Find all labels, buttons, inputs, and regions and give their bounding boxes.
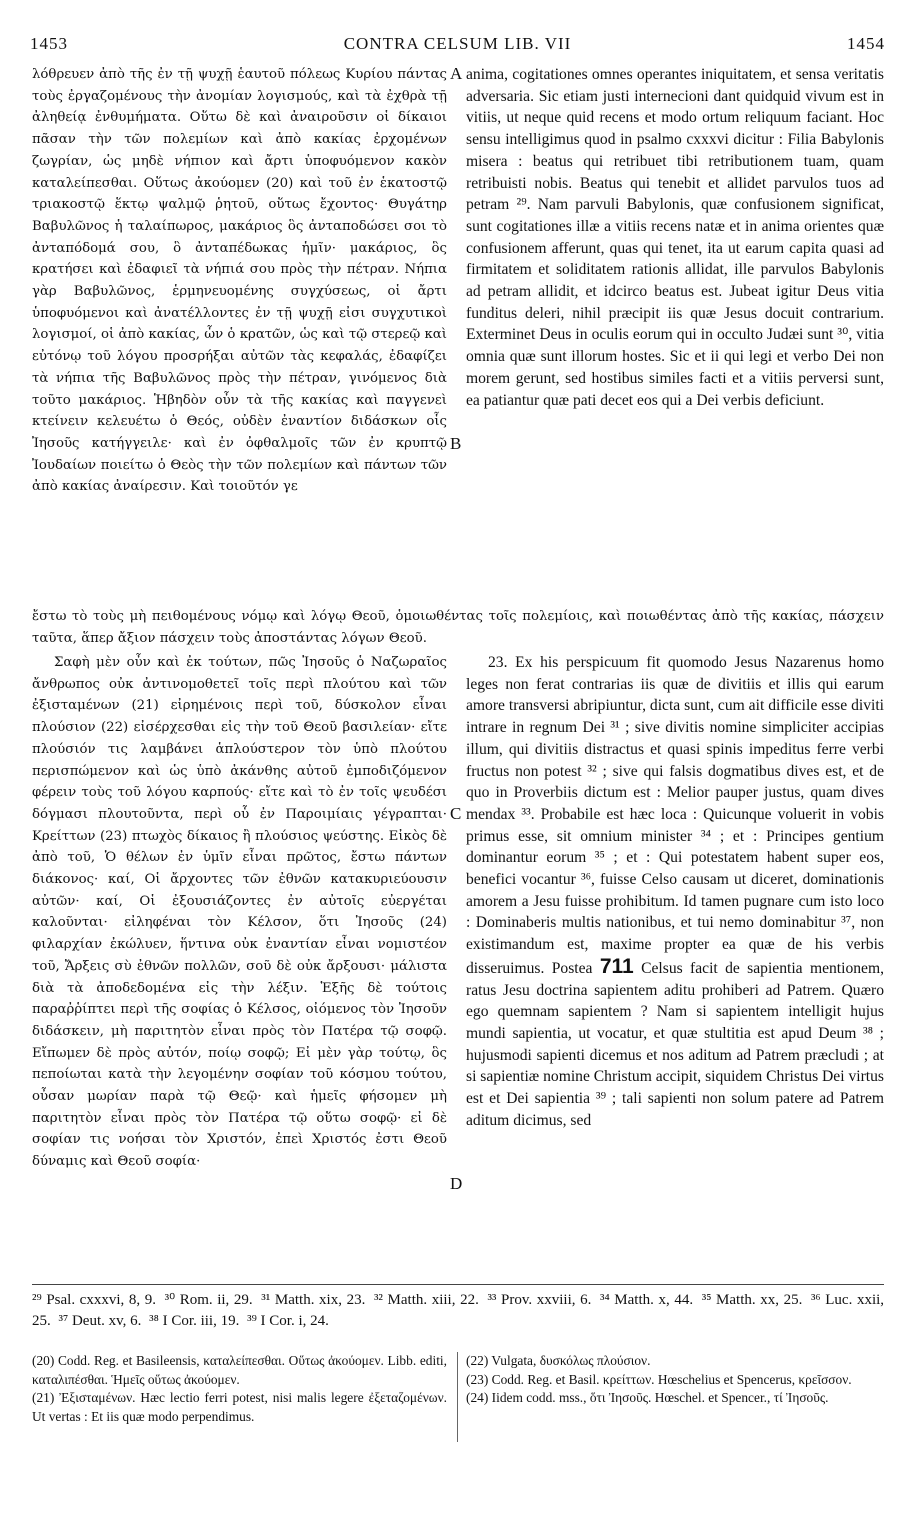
notes-column-divider: [457, 1352, 458, 1442]
latin-text: Celsus facit de sapientia mentionem, ratus Jesu doctrina sapientem aditu prohiberi ad Patrem. Quæro ego quemnam sapientem ? Nam si sapientem intelligit hujus mundi sapientia, ut vocatur, et quæ stultitia est apud Deum ³⁸ ; hujusmodi sapienti dicemus et nos aditum ad Patrem præcludi ; at si sapientiæ nomine Christum accipit, siquidem Christus Dei virtus est et Dei sapientia ³⁹ ; tali sapienti non solum patere ad Patrem aditum dicimus, sed: [466, 959, 884, 1129]
critical-notes-left: [32, 1352, 447, 1426]
scripture-ref: ³⁹ I Cor. i, 24.: [247, 1313, 329, 1329]
latin-column-lower: [466, 652, 884, 1131]
scripture-ref: ³⁸ I Cor. iii, 19.: [149, 1313, 240, 1329]
greek-column-lower: [32, 652, 447, 1173]
latin-paragraph: [466, 652, 884, 1131]
critical-note: (20) Codd. Reg. et Basileensis, καταλείπεσθαι. Οὕτως ἀκούομεν. Libb. editi, καταλιπέσθαι. Ἡμεῖς οὕτως ἀκούομεν.: [32, 1353, 447, 1387]
margin-letter-d: D: [450, 1174, 463, 1193]
critical-note: (24) Iidem codd. mss., ὅτι Ἰησοῦς. Hœschel. et Spencer., τί Ἰησοῦς.: [466, 1390, 829, 1405]
critical-note: (21) Ἐξισταμένων. Hæc lectio ferri potest, nisi malis legere ἐξεταζομένων. Ut vertas : Et iis quæ modo perpendimus.: [32, 1390, 447, 1424]
page-number-right: 1454: [847, 34, 885, 53]
scripture-ref: ³⁴ Matth. x, 44.: [599, 1292, 694, 1308]
margin-letter-c: C: [450, 804, 462, 823]
greek-full-width-line: ἔστω τὸ τοὺς μὴ πειθομένους νόμῳ καὶ λόγῳ Θεοῦ, ὁμοιωθέντας τοῖς πολεμίοις, καὶ ποιωθέντας ἀπὸ τῆς κακίας, πάσχειν ταῦτα, ἅπερ ἄξιον πάσχειν τοὺς ἀποστάντας λόγων Θεοῦ.: [32, 609, 884, 646]
greek-column-upper: [32, 64, 447, 498]
running-title: CONTRA CELSUM LIB. VII: [343, 34, 572, 53]
scripture-ref: ³⁰ Rom. ii, 29.: [164, 1292, 253, 1308]
critical-note: (22) Vulgata, δυσκόλως πλούσιον.: [466, 1353, 651, 1368]
latin-column-upper: [466, 64, 884, 411]
scripture-ref: ³⁵ Matth. xx, 25.: [701, 1292, 803, 1308]
greek-paragraph: λόθρευεν ἀπὸ τῆς ἐν τῇ ψυχῇ ἑαυτοῦ πόλεως Κυρίου πάντας τοὺς ἐργαζομένους τὴν ἀνομίαν λογισμούς, καὶ τὰ ἐχθρὰ τῇ ἀληθείᾳ ἐνθυμήματα. Οὕτω δὲ καὶ ἀναιροῦσιν οἱ δίκαιοι πᾶσαν τὴν τῶν πολεμίων καὶ ἀπὸ κακίας ἐρχομένων ζωγρίαν, ὡς μηδὲ νήπιον καὶ ἄρτι ὑποφυόμενον κακὸν καταλείπεσθαι. Οὕτως ἀκούομεν (20) καὶ τοῦ ἐν ἑκατοστῷ τριακοστῷ ἕκτῳ ψαλμῷ ῥητοῦ, οὕτως ἔχοντος· Θυγάτηρ Βαβυλῶνος ἡ ταλαίπωρος, μακάριος ὃς ἀνταποδώσει σοι τὸ ἀνταπόδομά σου, ὃ ἀνταπέδωκας ἡμῖν· μακάριος, ὃς κρατήσει καὶ ἐδαφιεῖ τὰ νήπιά σου πρὸς τὴν πέτραν. Νήπια γὰρ Βαβυλῶνος, ἑρμηνευομένης συγχύσεως, οἱ ἄρτι ὑποφυόμενοι καὶ ἀνατέλλοντες ἐν τῇ ψυχῇ εἰσι συγχυτικοὶ λογισμοί, οἱ ἀπὸ κακίας, ὧν ὁ κρατῶν, ὡς καὶ τῷ στερεῷ καὶ εὐτόνῳ τοῦ λόγου προσρήξαι αὐτῶν τὰς κεφαλάς, ἐδαφίζει τὰ νήπια τῆς Βαβυλῶνος πρὸς τὴν πέτραν, γινόμενος διὰ τοῦτο μακάριος. Ἡβηδὸν οὖν τὰ τῆς κακίας καὶ παγγενεὶ κτείνειν κελευέτω ὁ Θεός, οὐδὲν ἐναντίον διδάσκων οἷς Ἰησοῦς κατήγγειλε· καὶ ἐν ὀφθαλμοῖς τῶν ἐν κρυπτῷ Ἰουδαίων ποιείτω ὁ Θεὸς τὴν τῶν πολεμίων καὶ πάντων τῶν ἀπὸ κακίας ἀναίρεσιν. Καὶ τοιοῦτόν γε: [32, 67, 447, 495]
margin-letter-b: B: [450, 434, 462, 453]
critical-note: (23) Codd. Reg. et Basil. κρείττων. Hœschelius et Spencerus, κρεῖσσον.: [466, 1371, 852, 1387]
critical-notes-right: [466, 1352, 884, 1408]
scripture-ref: ³² Matth. xiii, 22.: [373, 1292, 479, 1308]
latin-paragraph: anima, cogitationes omnes operantes iniquitatem, et sensa veritatis adversaria. Sic etiam justi internecioni dant quidquid vivum est in vitiis, ut neque quid recens et modo ortum reliquum faciant. Hoc sensu intelligimus quod in psalmo cxxxvi dicitur : Filia Babylonis misera : beatus qui retribuet tibi retributionem tuam, quam retribuisti nobis. Beatus qui tenebit et allidet parvulos tuos ad petram ²⁹. Nam parvuli Babylonis, quæ confusionem significat, sunt cogitationes illæ a vitiis recens natæ et in anima orientes quæ confusionem afferunt, quas qui tenet, ita ut earum capita quasi ad firmitatem et soliditatem rationis allidat, ille parvulos Babylonis ad petram allidit, et idcirco beatus est. Jubeat igitur Deus vitia funditus deleri, nihil præcipit iis quæ Jesus docuit contrarium. Exterminet Deus in oculis eorum qui in occulto Judæi sunt ³⁰, vitia omnia quæ sunt illorum hostes. Sic et ii qui legi et verbo Dei non morem gerunt, sed hostibus similes facti et a vitiis perversi sunt, ea patiantur quæ pati decet eos qui a Dei verbis deficiunt.: [466, 66, 884, 409]
margin-letter-a: A: [450, 64, 463, 83]
footnote-divider: [32, 1284, 884, 1285]
scripture-ref: ³⁷ Deut. xv, 6.: [58, 1313, 142, 1329]
scripture-ref: ²⁹ Psal. cxxxvi, 8, 9.: [32, 1292, 156, 1308]
page-marker: 711: [599, 954, 634, 978]
scripture-ref: ³¹ Matth. xix, 23.: [261, 1292, 366, 1308]
latin-text: 23. Ex his perspicuum fit quomodo Jesus Nazarenus homo leges non ferat contrarias iis quæ de divitiis et illis qui earum amore transversi abripiuntur, dicta sunt, cum ait difficile esse diviti intrare in regnum Dei ³¹ ; sive divitis nomine simpliciter accipias illum, qui divitiis distractus et quasi spinis impeditus ferre verbi fructus non potest ³² ; sive qui falsis dogmatibus dives est, et de quo in Proverbiis dictum est : Melior pauper justus, quam dives mendax ³³. Probabile est hæc loca : Quicunque voluerit in vobis primus esse, sit omnium minister ³⁴ ; et : Principes gentium dominantur eorum ³⁵ ; et : Qui potestatem habent super eos, benefici vocantur ³⁶, fuisse Celso causam ut diceret, dominationis amorem a Jesu fuisse prohibitum. Id tamen pugnare cum isto loco : Dominaberis multis nationibus, et tui nemo dominabitur ³⁷, non existimandum est, maxime propter ea quæ de his verbis disseruimus. Postea: [466, 654, 884, 977]
running-header: [30, 34, 885, 58]
scripture-ref: ³³ Prov. xxviii, 6.: [487, 1292, 592, 1308]
greek-paragraph: Σαφὴ μὲν οὖν καὶ ἐκ τούτων, πῶς Ἰησοῦς ὁ Ναζωραῖος ἄνθρωπος οὐκ ἀντινομοθετεῖ τοῖς περὶ πλούτου καὶ τῶν ἐξισταμένων (21) εἰρημένοις περὶ τοῦ, δύσκολον εἶναι πλούσιον (22) εἰσέρχεσθαι εἰς τὴν τοῦ Θεοῦ βασιλείαν· εἴτε πλούσιόν τις λαμβάνει ἁπλούστερον τὸν ὑπὸ πλούτου περισπώμενον καὶ ὡς ὑπὸ ἀκάνθης αὐτοῦ ἐμποδιζόμενον φέρειν τοὺς τοῦ λόγου καρπούς· εἴτε καὶ τὸ ἐν τοῖς ψευδέσι δόγμασι πλουτοῦντα, περὶ οὗ ἐν Παροιμίαις γέγραπται· Κρείττων (23) πτωχὸς δίκαιος ἢ πλούσιος ψεύστης. Εἰκὸς δὲ ἀπὸ τοῦ, Ὁ θέλων ἐν ὑμῖν εἶναι πρῶτος, ἔστω πάντων διάκονος· καί, Οἱ ἄρχοντες τῶν ἐθνῶν κατακυριεύουσιν αὐτῶν· καί, Οἱ ἐξουσιάζοντες ἐν αὐτοῖς εὐεργέται καλοῦνται· εἰληφέναι τὸν Κέλσον, ὅτι Ἰησοῦς (24) φιλαρχίαν ἐκώλυεν, ἥντινα οὐκ ἐναντίαν εἶναι νομιστέον τοῦ, Ἄρξεις σὺ ἐθνῶν πολλῶν, σοῦ δὲ οὐκ ἄρξουσι· μάλιστα διὰ τὰ ἀποδεδομένα εἰς τὴν λέξιν. Ἑξῆς δὲ τούτοις παραῤῥίπτει περὶ τῆς σοφίας ὁ Κέλσος, οἰόμενος τὸν Ἰησοῦν διδάσκειν, μὴ παριτητὸν εἶναι πρὸς τὸν Πατέρα τῷ σοφῷ. Εἴπωμεν δὲ πρὸς αὐτόν, ποίῳ σοφῷ; Εἰ μὲν γὰρ τούτῳ, ὃς πεποίωται κατὰ τὴν λεγομένην σοφίαν τοῦ κόσμου τούτου, οὖσαν μωρίαν παρὰ τῷ Θεῷ· καὶ ἡμεῖς φήσομεν μὴ παριτητὸν εἶναι πρὸς τὸν Πατέρα τῷ οὕτω σοφῷ· εἰ δὲ σοφίαν τις νοήσαι τὸν Χριστόν, ἐπεὶ Χριστός ἐστι Θεοῦ δύναμις καὶ Θεοῦ σοφία·: [32, 655, 447, 1170]
scripture-references: [32, 1290, 884, 1332]
scripture-ref: ³⁶ Luc. xxii, 25.: [32, 1292, 885, 1329]
page-number-left: 1453: [30, 34, 68, 53]
